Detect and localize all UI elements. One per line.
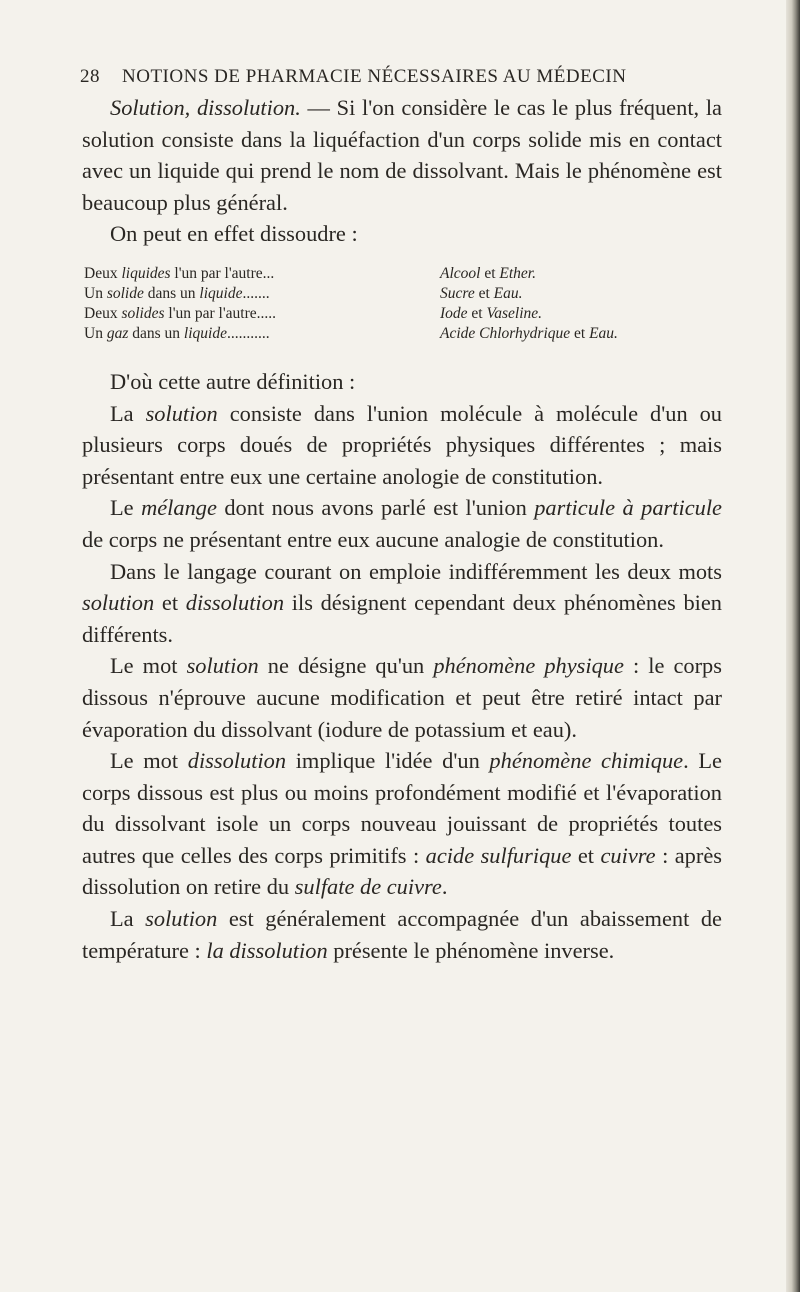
table-row [84,324,722,344]
section-title: Solution, dissolution. [110,95,301,120]
table-cell-case: Deux solides l'un par l'autre..... [84,304,276,322]
table-cell-example: Iode et Vaseline. [440,304,543,322]
running-header [80,66,720,88]
examples-table [84,264,722,344]
table-cell-example: Acide Chlorhydrique et Eau. [440,324,618,342]
paragraph-text: — Si l'on considère le cas le plus fréquent, la solution consiste dans la liquéfaction d'un corps solide mis en contact avec un liquide qui prend le nom de dissolvant. Mais le phénomène est beaucoup plus général. [82,95,722,215]
paragraph-solution-definition: La solution consiste dans l'union molécule à molécule d'un ou plusieurs corps doués de propriétés physiques différentes ; mais présentant entre eux une certaine anologie de constitution. [82,400,723,489]
paragraph-dissoudre: On peut en effet dissoudre : [110,221,358,247]
table-cell-example: Alcool et Ether. [440,264,536,282]
table-cell-case: Deux liquides l'un par l'autre... [84,264,275,282]
running-title: NOTIONS DE PHARMACIE NÉCESSAIRES AU MÉDECIN [122,66,627,87]
paragraph-melange: Le mélange dont nous avons parlé est l'union particule à particule de corps ne présentant entre eux aucune analogie de constitution. [82,495,722,552]
paragraph-temperature: La solution est généralement accompagnée d'un abaissement de température : la dissolution présente le phénomène inverse. [82,906,722,963]
table-cell-example: Sucre et Eau. [440,284,523,302]
table-cell-case: Un solide dans un liquide....... [84,284,270,302]
table-cell-case: Un gaz dans un liquide........... [84,324,270,342]
table-row [84,304,722,324]
paragraph-langage-courant: Dans le langage courant on emploie indifféremment les deux mots solution et dissolution ils désignent cependant deux phénomènes bien différents. [82,558,722,647]
paragraph-definition-intro: D'où cette autre définition : [110,368,356,394]
page-number: 28 [80,66,100,87]
paragraph-mot-solution: Le mot solution ne désigne qu'un phénomène physique : le corps dissous n'éprouve aucune modification et peut être retiré intact par évaporation du dissolvant (iodure de potassium et eau). [82,653,722,742]
paragraph-solution-dissolution [82,92,722,218]
page-edge [786,0,800,1292]
table-row [84,284,722,304]
page-body [82,92,722,966]
table-row [84,264,722,284]
paragraph-mot-dissolution: Le mot dissolution implique l'idée d'un phénomène chimique. Le corps dissous est plus ou moins profondément modifié et l'évaporation du dissolvant isole un corps nouveau jouissant de propriétés toutes autres que celles des corps primitifs : acide sulfurique et cuivre : après dissolution on retire du sulfate de cuivre. [82,748,722,900]
